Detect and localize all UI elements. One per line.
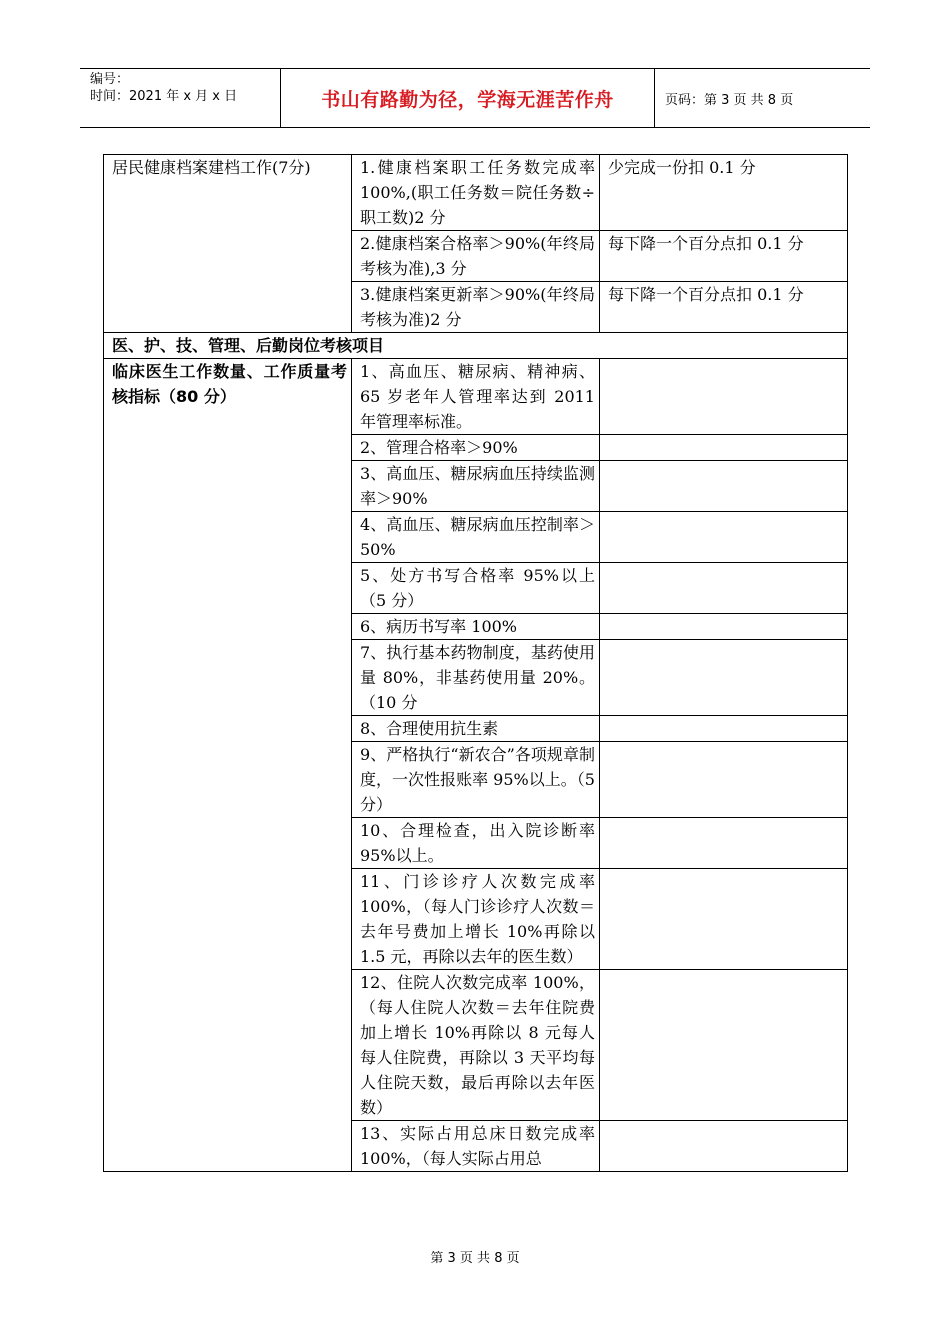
item-cell: 3、高血压、糖尿病血压持续监测率＞90% [352, 461, 600, 512]
health-records-title: 居民健康档案建档工作(7分) [104, 155, 352, 333]
item-cell: 11、门诊诊疗人次数完成率 100%，（每人门诊诊疗人次数＝去年号费加上增长 10%再除以 1.5 元，再除以去年的医生数） [352, 869, 600, 970]
header-motto: 书山有路勤为径，学海无涯苦作舟 [281, 69, 655, 127]
page-footer: 第 3 页 共 8 页 [430, 1251, 520, 1266]
item-cell: 8、合理使用抗生素 [352, 716, 600, 742]
deduction-cell [600, 563, 848, 614]
table-row [104, 359, 848, 435]
deduction-cell [600, 461, 848, 512]
item-cell: 6、病历书写率 100% [352, 614, 600, 640]
item-cell: 7、执行基本药物制度，基药使用量 80%，非基药使用量 20%。（10 分 [352, 640, 600, 716]
deduction-cell [600, 869, 848, 970]
header-time: 时间：2021 年 x 月 x 日 [90, 89, 238, 104]
item-cell: 2.健康档案合格率＞90%(年终局考核为准),3 分 [352, 231, 600, 282]
table-row [104, 333, 848, 359]
section-title: 医、护、技、管理、后勤岗位考核项目 [104, 333, 848, 359]
deduction-cell [600, 435, 848, 461]
header-page-number: 页码：第 3 页 共 8 页 [665, 92, 794, 108]
item-cell: 12、住院人次数完成率 100%，（每人住院人次数＝去年住院费加上增长 10%再除以 8 元每人每人住院费，再除以 3 天平均每人住院天数，最后再除以去年医数） [352, 970, 600, 1121]
item-cell: 3.健康档案更新率＞90%(年终局考核为准)2 分 [352, 282, 600, 333]
table-row [104, 155, 848, 231]
deduction-cell [600, 742, 848, 818]
item-cell: 9、严格执行“新农合”各项规章制度，一次性报账率 95%以上。（5 分） [352, 742, 600, 818]
deduction-cell: 每下降一个百分点扣 0.1 分 [600, 282, 848, 333]
assessment-table [103, 154, 848, 1172]
deduction-cell [600, 512, 848, 563]
deduction-cell [600, 970, 848, 1121]
item-cell: 1.健康档案职工任务数完成率 100%,(职工任务数＝院任务数÷职工数)2 分 [352, 155, 600, 231]
item-cell: 10、合理检查，出入院诊断率 95%以上。 [352, 818, 600, 869]
item-cell: 1、高血压、糖尿病、精神病、65 岁老年人管理率达到 2011 年管理率标准。 [352, 359, 600, 435]
deduction-cell: 每下降一个百分点扣 0.1 分 [600, 231, 848, 282]
deduction-cell [600, 640, 848, 716]
deduction-cell [600, 716, 848, 742]
deduction-cell [600, 359, 848, 435]
header-number: 编号： [90, 72, 130, 87]
item-cell: 2、管理合格率＞90% [352, 435, 600, 461]
header-meta [80, 69, 281, 127]
item-cell: 4、高血压、糖尿病血压控制率＞50% [352, 512, 600, 563]
deduction-cell [600, 614, 848, 640]
item-cell: 13、实际占用总床日数完成率 100%，（每人实际占用总 [352, 1121, 600, 1172]
deduction-cell [600, 1121, 848, 1172]
item-cell: 5、处方书写合格率 95%以上（5 分） [352, 563, 600, 614]
deduction-cell [600, 818, 848, 869]
clinical-title: 临床医生工作数量、工作质量考核指标（80 分） [104, 359, 352, 1172]
deduction-cell: 少完成一份扣 0.1 分 [600, 155, 848, 231]
page-header [80, 68, 870, 128]
